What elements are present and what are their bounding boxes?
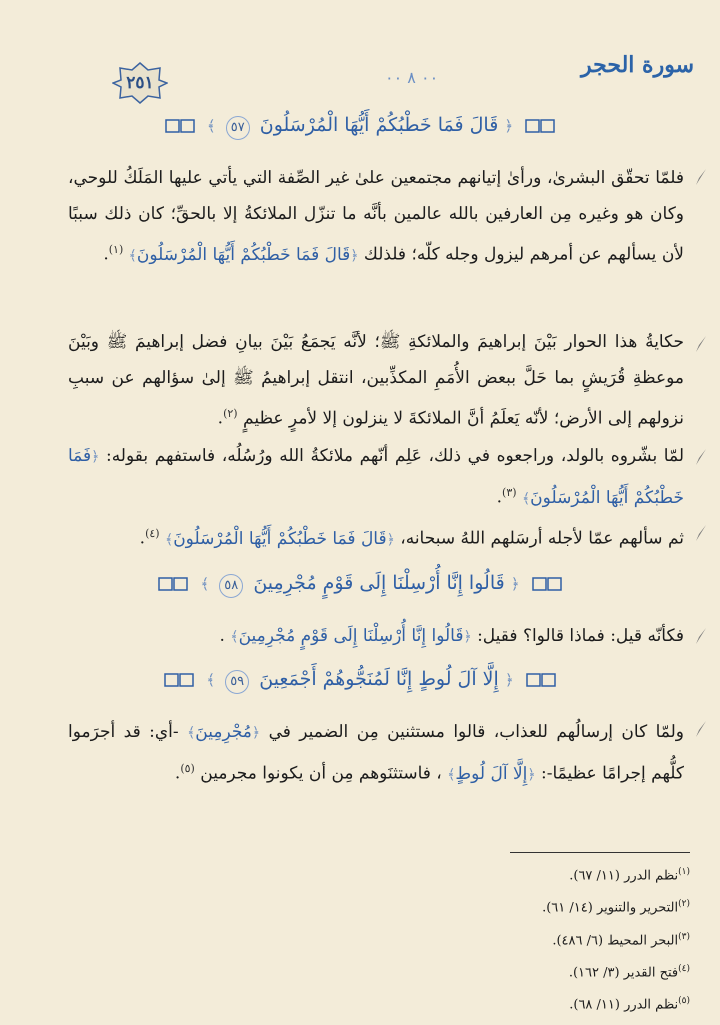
book-icon: [532, 576, 562, 592]
footnote: [200, 955, 690, 987]
page-number-badge: [112, 62, 168, 104]
quote-text: قَالَ فَمَا خَطْبُكُمْ أَيُّهَا الْمُرْسَلُونَ: [173, 528, 387, 549]
footnote-ref: (٥): [180, 762, 195, 775]
quran-quote: [225, 626, 472, 646]
paragraph-3: لمّا بشّروه بالولد، وراجعوه في ذلك، عَلِم أنّهم ملائكةُ الله ورُسُلُه، فاستفهم بقوله: ﴿فَمَا خَطْبُكُمْ أَيُّهَا الْمُرْسَلُونَ﴾ $^{(٣)}$.: [68, 446, 684, 508]
open-bracket: ﴿: [504, 671, 514, 689]
open-bracket: ﴿: [510, 575, 520, 593]
quill-icon: [694, 524, 708, 542]
footnote-text: فتح القدير (٣/ ١٦٢).: [568, 965, 679, 981]
paragraph-1: فلمّا تحقّق البشرىٰ، ورأىٰ إتيانهم مجتمعين علىٰ غير الصِّفة التي يأتي عليها المَلَكُ للوحي، وكان هو وغيره مِن العارفين بالله عالمين بأنَّه ما تنزّل الملائكةُ إلا بالحقِّ؛ كان ذلك سببًا لأن يسألهم عن أمرهم ليزول وجله كلّه؛ فلذلك ﴿قَالَ فَمَا خَطْبُكُمْ أَيُّهَا الْمُرْسَلُونَ﴾ $^{(١)}$.: [68, 168, 684, 265]
book-icon: [164, 672, 194, 688]
quran-quote: [179, 722, 260, 742]
book-icon: [526, 672, 556, 688]
paragraph-text: ولمّا كان إرسالُهم للعذاب، قالوا مستثنين مِن الضمير في: [268, 722, 685, 742]
quote-text: قَالَ فَمَا خَطْبُكُمْ أَيُّهَا الْمُرْسَلُونَ: [136, 244, 351, 265]
footnote-number: (٣): [678, 931, 690, 942]
paragraph-text: ثم سألهم عمّا لأجله أرسَلهم اللهُ سبحانه،: [400, 528, 684, 549]
verse-line-58: [60, 572, 660, 612]
close-bracket: ﴾: [230, 629, 239, 645]
paragraph-text: -أي: قد أجرَموا كلُّهم إجرامًا عظيمًا-:: [68, 722, 684, 784]
quran-quote: [442, 764, 536, 784]
verse-text: قَالَ فَمَا خَطْبُكُمْ أَيُّهَا الْمُرْسَلُونَ: [259, 114, 499, 136]
footnote: [200, 923, 690, 955]
quote-text: إِلَّا آلَ لُوطٍ: [455, 763, 528, 784]
verse-text: إِلَّا آلَ لُوطٍ إِنَّا لَمُنَجُّوهُمْ أَجْمَعِينَ: [259, 668, 499, 690]
paragraph-text: فلمّا تحقّق البشرىٰ، ورأىٰ إتيانهم مجتمعين علىٰ غير الصِّفة التي يأتي عليها المَلَكُ للوحي، وكان هو وغيره مِن العارفين بالله عالمين بأنَّه ما تنزّل الملائكةُ إلا بالحقِّ؛ كان ذلك سببًا لأن يسألهم عن أمرهم ليزول وجله كلّه؛ فلذلك: [68, 168, 684, 265]
footnote-number: (١): [678, 867, 690, 877]
quill-icon: [694, 627, 708, 645]
quote-text: قَالُوا إِنَّا أُرْسِلْنَا إِلَى قَوْمٍ مُجْرِمِينَ: [238, 626, 464, 646]
open-bracket: ﴿: [251, 725, 261, 741]
verse-number: ٥٧: [226, 116, 250, 140]
top-ornament: ٠٠ ٨ ٠٠: [385, 68, 439, 87]
footnote-ref: (١): [108, 243, 124, 256]
paragraph-5: فكأنّه قيل: فماذا قالوا؟ فقيل: ﴿قَالُوا إِنَّا أُرْسِلْنَا إِلَى قَوْمٍ مُجْرِمِينَ﴾ .: [219, 626, 684, 646]
close-bracket: ﴾: [164, 531, 174, 548]
book-icon: [165, 118, 195, 134]
verse-text: قَالُوا إِنَّا أُرْسِلْنَا إِلَى قَوْمٍ مُجْرِمِينَ: [253, 572, 505, 594]
quill-icon: [694, 448, 708, 466]
verse-number: ٥٨: [219, 574, 243, 598]
paragraph-4: ثم سألهم عمّا لأجله أرسَلهم اللهُ سبحانه، ﴿قَالَ فَمَا خَطْبُكُمْ أَيُّهَا الْمُرْسَلُونَ﴾ $^{(٤)}$.: [139, 527, 684, 549]
verse-line-57: [60, 114, 660, 154]
surah-title: سورة الحجر: [581, 52, 694, 78]
footnote-ref: (٢): [223, 407, 238, 420]
footnote-text: نظم الدرر (١١/ ٦٧).: [569, 868, 679, 884]
footnote-ref: (٤): [145, 527, 160, 540]
footnote-divider: [510, 852, 690, 853]
footnote: [200, 987, 690, 1019]
paragraph-text: لمّا بشّروه بالولد، وراجعوه في ذلك، عَلِم أنّهم ملائكةُ الله ورُسُلُه، فاستفهم بقوله:: [105, 446, 684, 466]
quill-icon: [694, 168, 708, 186]
paragraph-6: ولمّا كان إرسالُهم للعذاب، قالوا مستثنين مِن الضمير في ﴿مُجْرِمِينَ﴾ -أي: قد أجرَموا كلُّهم إجرامًا عظيمًا-: ﴿إِلَّا آلَ لُوطٍ﴾ ، فاستثنَوهم مِن أن يكونوا مجرمين $^{(٥)}$.: [68, 722, 685, 784]
open-bracket: ﴿: [350, 247, 359, 264]
close-bracket: ﴾: [206, 117, 216, 135]
paragraph-2: حكايةُ هذا الحوار بَيْنَ إبراهيمَ والملائكةِ ﷺ؛ لأنَّه يَجمَعُ بَيْنَ بيانِ فضل إبراهيمَ ﷺ وبَيْنَ موعظةِ قُرَيشٍ بما حَلَّ ببعض الأُمَمِ المكذِّبين، انتقل إبراهيمُ ﷺ إلىٰ سؤالهم عن سببِ نزولهم إلى الأرض؛ لأنّه يَعلَمُ أنَّ الملائكةَ لا ينزلون إلا لأمرٍ عظيمٍ $^{(٢)}$.: [68, 332, 684, 429]
quill-icon: [694, 335, 708, 353]
close-bracket: ﴾: [128, 247, 137, 264]
open-bracket: ﴿: [91, 449, 100, 465]
quill-icon: [694, 720, 708, 738]
footnote-ref: (٣): [502, 486, 517, 499]
footnote-text: التحرير والتنوير (١٤/ ٦١).: [542, 900, 679, 916]
quote-text: فَمَا خَطْبُكُمْ أَيُّهَا الْمُرْسَلُونَ: [68, 446, 684, 508]
footnote-number: (٤): [678, 963, 690, 974]
footnote-text: نظم الدرر (١١/ ٦٨).: [569, 997, 679, 1013]
footnote-number: (٢): [678, 899, 690, 910]
open-bracket: ﴿: [527, 766, 536, 783]
verse-number: ٥٩: [225, 670, 249, 694]
quran-quote: [160, 529, 395, 549]
open-bracket: ﴿: [463, 629, 472, 645]
close-bracket: ﴾: [187, 725, 196, 741]
paragraph-text: فكأنّه قيل: فماذا قالوا؟ فقيل:: [477, 626, 684, 646]
book-icon: [158, 576, 188, 592]
paragraph-text: ، فاستثنَوهم مِن أن يكونوا مجرمين: [200, 763, 442, 784]
verse-line-59: [60, 668, 660, 708]
open-bracket: ﴿: [386, 531, 395, 548]
footnote-text: البحر المحيط (٦/ ٤٨٦).: [552, 932, 679, 948]
close-bracket: ﴾: [521, 490, 531, 507]
quran-quote: [123, 245, 358, 265]
quote-text: مُجْرِمِينَ: [195, 722, 252, 742]
footnote: [200, 890, 690, 922]
footnote: [200, 858, 690, 890]
paragraph-text: حكايةُ هذا الحوار بَيْنَ إبراهيمَ والملائكةِ ﷺ؛ لأنَّه يَجمَعُ بَيْنَ بيانِ فضل إبراهيمَ ﷺ وبَيْنَ موعظةِ قُرَيشٍ بما حَلَّ ببعض الأُمَمِ المكذِّبين، انتقل إبراهيمُ ﷺ إلىٰ سؤالهم عن سببِ نزولهم إلى الأرض؛ لأنّه يَعلَمُ أنَّ الملائكةَ لا ينزلون إلا لأمرٍ عظيمٍ: [68, 332, 684, 429]
close-bracket: ﴾: [447, 766, 456, 783]
close-bracket: ﴾: [206, 671, 216, 689]
book-icon: [525, 118, 555, 134]
close-bracket: ﴾: [200, 575, 210, 593]
page-number: ٢٥١: [126, 73, 154, 93]
footnotes: [200, 858, 690, 1020]
open-bracket: ﴿: [504, 117, 514, 135]
footnote-number: (٥): [678, 996, 690, 1007]
